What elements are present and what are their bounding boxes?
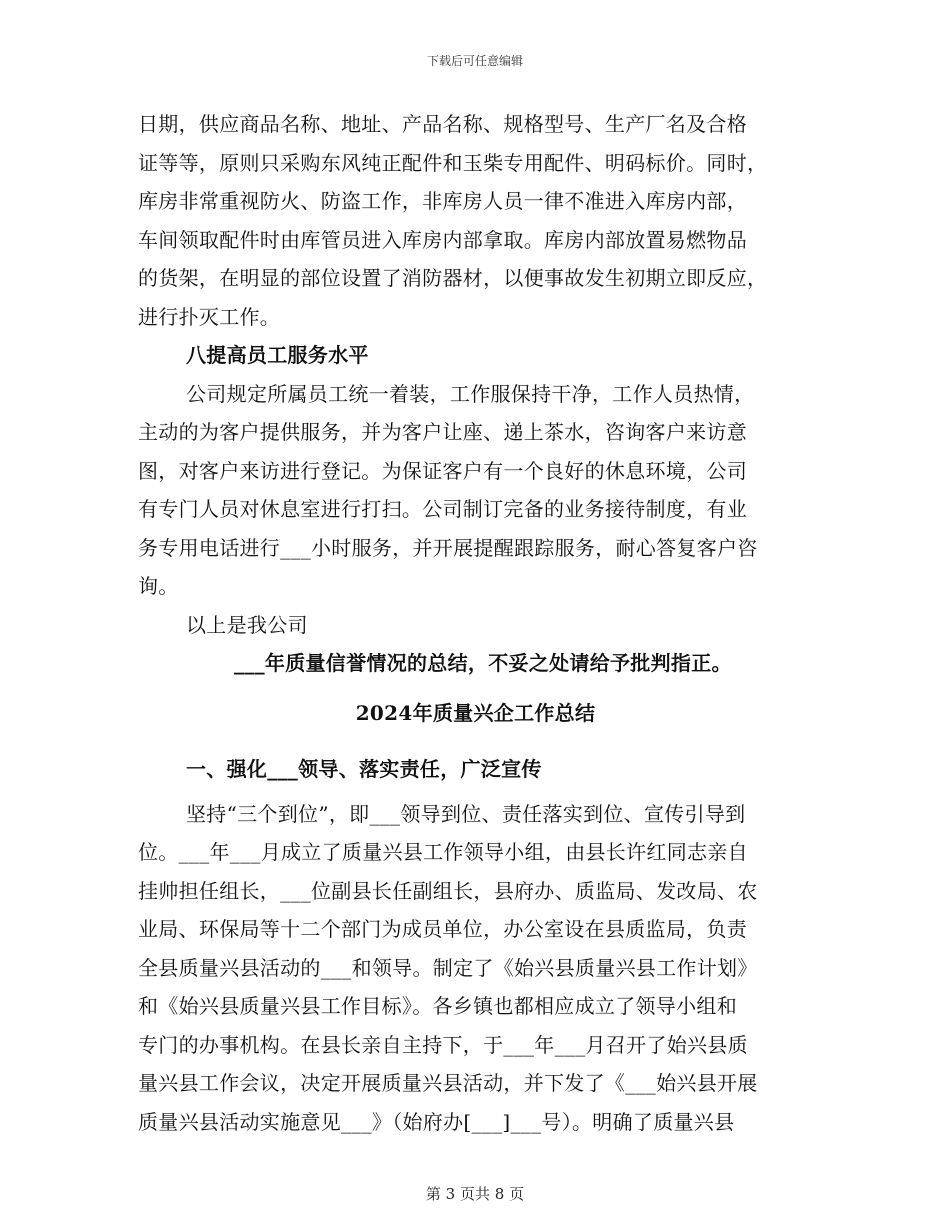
paragraph-line: 全县质量兴县活动的___和领导。制定了《始兴县质量兴县工作计划》	[138, 955, 758, 980]
paragraph-line: 位。___年___月成立了质量兴县工作领导小组，由县长许红同志亲自	[138, 840, 748, 864]
paragraph-service	[138, 375, 813, 606]
document-title: 2024年质量兴企工作总结	[355, 700, 596, 725]
paragraph-line: 车间领取配件时由库管员进入库房内部拿取。库房内部放置易燃物品	[138, 227, 747, 252]
paragraph-line: 进行扑灭工作。	[138, 304, 281, 329]
paragraph-line: 坚持“三个到位”，即___领导到位、责任落实到位、宣传引导到	[186, 801, 746, 826]
document-body	[138, 105, 813, 1141]
paragraph-line: 主动的为客户提供服务，并为客户让座、递上茶水，咨询客户来访意	[138, 420, 747, 444]
paragraph-line: 日期，供应商品名称、地址、产品名称、规格型号、生产厂名及合格	[138, 112, 747, 136]
page-footer: 第 3 页共 8 页	[425, 1185, 525, 1203]
paragraph-line: 务专用电话进行___小时服务，并开展提醒跟踪服务，耐心答复客户咨	[138, 535, 758, 560]
paragraph-line: 专门的办事机构。在县长亲自主持下，于___年___月召开了始兴县质	[138, 1032, 748, 1057]
paragraph-line: 业局、环保局等十二个部门为成员单位，办公室设在县质监局，负责	[138, 917, 747, 941]
paragraph-line: 图，对客户来访进行登记。为保证客户有一个良好的休息环境，公司	[138, 458, 747, 483]
paragraph-line: 库房非常重视防火、防盗工作，非库房人员一律不准进入库房内部，	[138, 189, 747, 213]
paragraph-line: 量兴县工作会议，决定开展质量兴县活动，并下发了《___始兴县开展	[138, 1071, 758, 1095]
closing-intro: 以上是我公司	[186, 612, 308, 637]
paragraph-storage-safety	[138, 105, 813, 336]
paragraph-line: 公司规定所属员工统一着装，工作服保持干净，工作人员热情，	[186, 381, 755, 406]
section-heading-leadership: 一、强化___领导、落实责任，广泛宣传	[186, 756, 542, 781]
paragraph-line: 挂帅担任组长，___位副县长任副组长，县府办、质监局、发改局、农	[138, 878, 758, 903]
section-heading-service: 八提高员工服务水平	[186, 343, 369, 367]
paragraph-line: 询。	[138, 574, 179, 598]
page-header: 下载后可任意编辑	[426, 54, 523, 68]
paragraph-line: 质量兴县活动实施意见___》（始府办[___]___号）。明确了质量兴县	[138, 1109, 735, 1134]
paragraph-line: 的货架，在明显的部位设置了消防器材，以便事故发生初期立即反应，	[138, 266, 768, 290]
paragraph-leadership	[138, 795, 813, 1142]
paragraph-line: 和《始兴县质量兴县工作目标》。各乡镇也都相应成立了领导小组和	[138, 994, 737, 1018]
paragraph-line: 有专门人员对休息室进行打扫。公司制订完备的业务接待制度，有业	[138, 497, 747, 521]
closing-statement: ___年质量信誉情况的总结，不妥之处请给予批判指正。	[234, 651, 732, 675]
paragraph-line: 证等等，原则只采购东风纯正配件和玉柴专用配件、明码标价。同时，	[138, 150, 768, 175]
